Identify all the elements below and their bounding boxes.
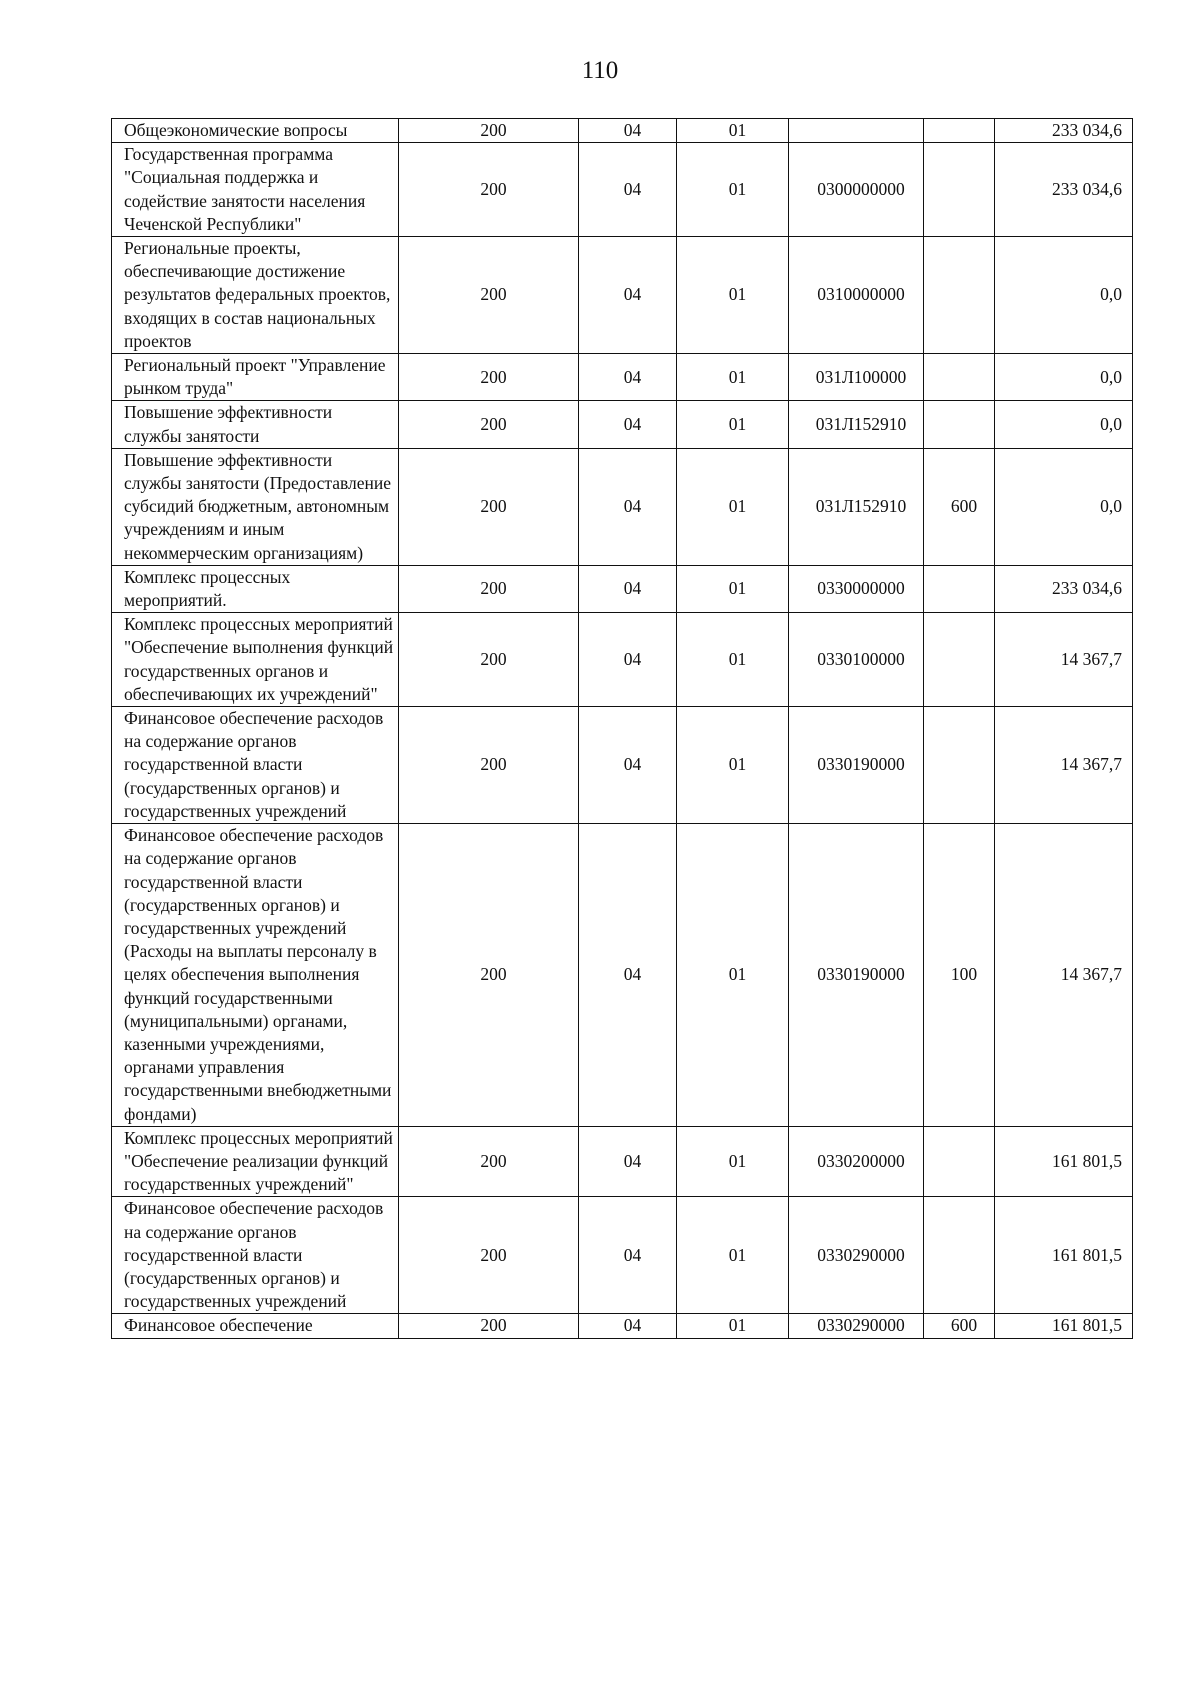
table-row bbox=[112, 565, 1133, 612]
amount-cell: 0,0 bbox=[995, 237, 1133, 354]
table-row bbox=[112, 1314, 1133, 1338]
target-article-cell: 0330000000 bbox=[789, 565, 924, 612]
row-name-cell: Комплекс процессных мероприятий "Обеспечение выполнения функций государственных органов и обеспечивающих их учреждений" bbox=[112, 613, 399, 707]
ministry-code-cell: 200 bbox=[399, 1197, 579, 1314]
ministry-code-cell: 200 bbox=[399, 354, 579, 401]
table-row bbox=[112, 401, 1133, 448]
section-code-cell: 04 bbox=[579, 237, 677, 354]
subsection-code-cell: 01 bbox=[677, 707, 789, 824]
amount-cell: 233 034,6 bbox=[995, 143, 1133, 237]
table-row bbox=[112, 237, 1133, 354]
target-article-cell: 0330290000 bbox=[789, 1197, 924, 1314]
subsection-code-cell: 01 bbox=[677, 143, 789, 237]
amount-cell: 14 367,7 bbox=[995, 613, 1133, 707]
ministry-code-cell: 200 bbox=[399, 237, 579, 354]
table-row bbox=[112, 119, 1133, 143]
expense-type-cell bbox=[924, 707, 995, 824]
ministry-code-cell: 200 bbox=[399, 119, 579, 143]
row-name-cell: Региональный проект "Управление рынком труда" bbox=[112, 354, 399, 401]
target-article-cell: 031Л152910 bbox=[789, 401, 924, 448]
budget-table bbox=[111, 118, 1133, 1339]
subsection-code-cell: 01 bbox=[677, 448, 789, 565]
table-row bbox=[112, 707, 1133, 824]
expense-type-cell bbox=[924, 237, 995, 354]
target-article-cell: 031Л152910 bbox=[789, 448, 924, 565]
table-row bbox=[112, 448, 1133, 565]
amount-cell: 233 034,6 bbox=[995, 565, 1133, 612]
expense-type-cell bbox=[924, 143, 995, 237]
expense-type-cell bbox=[924, 354, 995, 401]
amount-cell: 161 801,5 bbox=[995, 1197, 1133, 1314]
ministry-code-cell: 200 bbox=[399, 143, 579, 237]
target-article-cell: 0300000000 bbox=[789, 143, 924, 237]
subsection-code-cell: 01 bbox=[677, 1314, 789, 1338]
section-code-cell: 04 bbox=[579, 448, 677, 565]
section-code-cell: 04 bbox=[579, 354, 677, 401]
table-row bbox=[112, 824, 1133, 1127]
subsection-code-cell: 01 bbox=[677, 613, 789, 707]
subsection-code-cell: 01 bbox=[677, 354, 789, 401]
ministry-code-cell: 200 bbox=[399, 1314, 579, 1338]
target-article-cell: 0330100000 bbox=[789, 613, 924, 707]
row-name-cell: Финансовое обеспечение расходов на содержание органов государственной власти (государственных органов) и государственных учреждений bbox=[112, 1197, 399, 1314]
subsection-code-cell: 01 bbox=[677, 237, 789, 354]
ministry-code-cell: 200 bbox=[399, 1126, 579, 1197]
row-name-cell: Финансовое обеспечение bbox=[112, 1314, 399, 1338]
section-code-cell: 04 bbox=[579, 1126, 677, 1197]
section-code-cell: 04 bbox=[579, 143, 677, 237]
ministry-code-cell: 200 bbox=[399, 707, 579, 824]
section-code-cell: 04 bbox=[579, 1314, 677, 1338]
section-code-cell: 04 bbox=[579, 119, 677, 143]
target-article-cell: 0330190000 bbox=[789, 824, 924, 1127]
row-name-cell: Финансовое обеспечение расходов на содержание органов государственной власти (государственных органов) и государственных учреждений (Расходы на выплаты персоналу в целях обеспечения выполнения функций государственными (муниципальными) органами, казенными учреждениями, органами управления государственными внебюджетными фондами) bbox=[112, 824, 399, 1127]
expense-type-cell bbox=[924, 401, 995, 448]
target-article-cell: 0310000000 bbox=[789, 237, 924, 354]
ministry-code-cell: 200 bbox=[399, 565, 579, 612]
subsection-code-cell: 01 bbox=[677, 401, 789, 448]
amount-cell: 0,0 bbox=[995, 354, 1133, 401]
row-name-cell: Государственная программа "Социальная поддержка и содействие занятости населения Чеченской Республики" bbox=[112, 143, 399, 237]
ministry-code-cell: 200 bbox=[399, 613, 579, 707]
section-code-cell: 04 bbox=[579, 1197, 677, 1314]
target-article-cell: 0330200000 bbox=[789, 1126, 924, 1197]
amount-cell: 233 034,6 bbox=[995, 119, 1133, 143]
target-article-cell: 0330190000 bbox=[789, 707, 924, 824]
page-number: 110 bbox=[581, 57, 619, 84]
amount-cell: 14 367,7 bbox=[995, 824, 1133, 1127]
expense-type-cell: 100 bbox=[924, 824, 995, 1127]
amount-cell: 0,0 bbox=[995, 401, 1133, 448]
expense-type-cell: 600 bbox=[924, 1314, 995, 1338]
target-article-cell bbox=[789, 119, 924, 143]
amount-cell: 14 367,7 bbox=[995, 707, 1133, 824]
amount-cell: 0,0 bbox=[995, 448, 1133, 565]
subsection-code-cell: 01 bbox=[677, 1126, 789, 1197]
row-name-cell: Повышение эффективности службы занятости (Предоставление субсидий бюджетным, автономным учреждениям и иным некоммерческим организациям) bbox=[112, 448, 399, 565]
row-name-cell: Комплекс процессных мероприятий. bbox=[112, 565, 399, 612]
expense-type-cell: 600 bbox=[924, 448, 995, 565]
subsection-code-cell: 01 bbox=[677, 1197, 789, 1314]
table-row bbox=[112, 1197, 1133, 1314]
ministry-code-cell: 200 bbox=[399, 448, 579, 565]
table-row bbox=[112, 354, 1133, 401]
row-name-cell: Региональные проекты, обеспечивающие достижение результатов федеральных проектов, входящих в состав национальных проектов bbox=[112, 237, 399, 354]
row-name-cell: Финансовое обеспечение расходов на содержание органов государственной власти (государственных органов) и государственных учреждений bbox=[112, 707, 399, 824]
section-code-cell: 04 bbox=[579, 401, 677, 448]
target-article-cell: 0330290000 bbox=[789, 1314, 924, 1338]
ministry-code-cell: 200 bbox=[399, 401, 579, 448]
expense-type-cell bbox=[924, 1126, 995, 1197]
expense-type-cell bbox=[924, 1197, 995, 1314]
section-code-cell: 04 bbox=[579, 565, 677, 612]
amount-cell: 161 801,5 bbox=[995, 1314, 1133, 1338]
section-code-cell: 04 bbox=[579, 824, 677, 1127]
row-name-cell: Комплекс процессных мероприятий "Обеспечение реализации функций государственных учреждений" bbox=[112, 1126, 399, 1197]
amount-cell: 161 801,5 bbox=[995, 1126, 1133, 1197]
target-article-cell: 031Л100000 bbox=[789, 354, 924, 401]
expense-type-cell bbox=[924, 613, 995, 707]
row-name-cell: Повышение эффективности службы занятости bbox=[112, 401, 399, 448]
row-name-cell: Общеэкономические вопросы bbox=[112, 119, 399, 143]
section-code-cell: 04 bbox=[579, 613, 677, 707]
ministry-code-cell: 200 bbox=[399, 824, 579, 1127]
subsection-code-cell: 01 bbox=[677, 824, 789, 1127]
subsection-code-cell: 01 bbox=[677, 119, 789, 143]
expense-type-cell bbox=[924, 565, 995, 612]
subsection-code-cell: 01 bbox=[677, 565, 789, 612]
table-row bbox=[112, 1126, 1133, 1197]
expense-type-cell bbox=[924, 119, 995, 143]
section-code-cell: 04 bbox=[579, 707, 677, 824]
table-row bbox=[112, 613, 1133, 707]
table-row bbox=[112, 143, 1133, 237]
